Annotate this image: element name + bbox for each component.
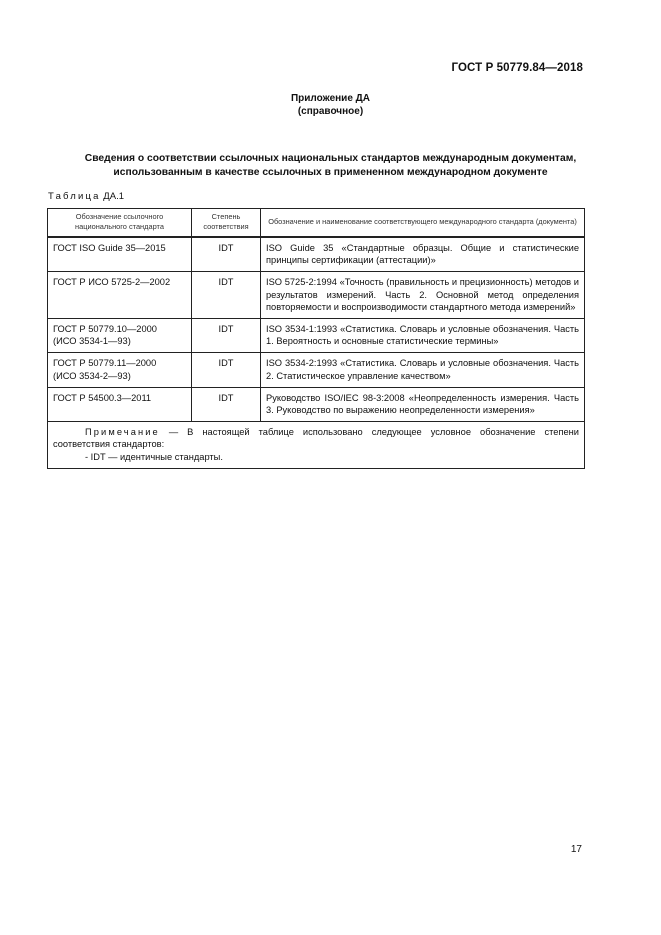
section-heading bbox=[40, 152, 621, 180]
national-standard-cell: ГОСТ Р 50779.10—2000 (ИСО 3534-1—93) bbox=[48, 319, 192, 353]
section-heading-line-2: использованным в качестве ссылочных в примененном международном документе bbox=[113, 167, 548, 178]
note-text bbox=[53, 426, 579, 450]
degree-cell: IDT bbox=[192, 237, 261, 272]
table-row bbox=[48, 387, 585, 421]
table-row bbox=[48, 353, 585, 387]
international-standard-cell: ISO 3534-1:1993 «Статистика. Словарь и условные обозначения. Часть 1. Вероятность и основные статистические термины» bbox=[261, 319, 585, 353]
table-note-row bbox=[48, 422, 585, 469]
section-heading-line-1: Сведения о соответствии ссылочных национальных стандартов международным документам, bbox=[84, 153, 577, 164]
appendix-subtitle: (справочное) bbox=[297, 106, 364, 117]
document-code: ГОСТ Р 50779.84—2018 bbox=[451, 62, 583, 74]
column-header-international: Обозначение и наименование соответствующего международного стандарта (документа) bbox=[261, 209, 585, 238]
table-header-row bbox=[48, 209, 585, 238]
table-row bbox=[48, 272, 585, 319]
table-caption-number: ДА.1 bbox=[103, 191, 124, 202]
appendix-block bbox=[0, 92, 661, 118]
note-list-item: - IDT — идентичные стандарты. bbox=[85, 451, 223, 462]
degree-cell: IDT bbox=[192, 387, 261, 421]
column-header-national: Обозначение ссылочного национального стандарта bbox=[48, 209, 192, 238]
national-standard-cell: ГОСТ Р 50779.11—2000 (ИСО 3534-2—93) bbox=[48, 353, 192, 387]
table-caption-word: Таблица bbox=[48, 191, 101, 202]
international-standard-cell: ISO Guide 35 «Стандартные образцы. Общие и статистические принципы сертификации (аттестации)» bbox=[261, 237, 585, 272]
table-caption bbox=[48, 191, 124, 202]
degree-cell: IDT bbox=[192, 319, 261, 353]
national-standard-cell: ГОСТ ISO Guide 35—2015 bbox=[48, 237, 192, 272]
standards-table bbox=[47, 208, 585, 469]
appendix-title: Приложение ДА bbox=[290, 93, 371, 104]
international-standard-cell: ISO 5725-2:1994 «Точность (правильность и прецизионность) методов и результатов измерений. Часть 2. Основной метод определения повторяемости и воспроизводимости стандартного метода измерений» bbox=[261, 272, 585, 319]
national-standard-cell: ГОСТ Р 54500.3—2011 bbox=[48, 387, 192, 421]
note-label: Примечание bbox=[85, 427, 160, 438]
table-row bbox=[48, 237, 585, 272]
international-standard-cell: Руководство ISO/IEC 98-3:2008 «Неопределенность измерения. Часть 3. Руководство по выражению неопределенности измерения» bbox=[261, 387, 585, 421]
table-note bbox=[48, 422, 585, 469]
degree-cell: IDT bbox=[192, 272, 261, 319]
note-body: — В настоящей таблице использовано следующее условное обозначение степени соответствия стандартов: bbox=[53, 427, 579, 450]
national-standard-cell: ГОСТ Р ИСО 5725-2—2002 bbox=[48, 272, 192, 319]
international-standard-cell: ISO 3534-2:1993 «Статистика. Словарь и условные обозначения. Часть 2. Статистическое управление качеством» bbox=[261, 353, 585, 387]
page-number: 17 bbox=[570, 844, 582, 855]
degree-cell: IDT bbox=[192, 353, 261, 387]
column-header-degree: Степень соответствия bbox=[192, 209, 261, 238]
table-row bbox=[48, 319, 585, 353]
